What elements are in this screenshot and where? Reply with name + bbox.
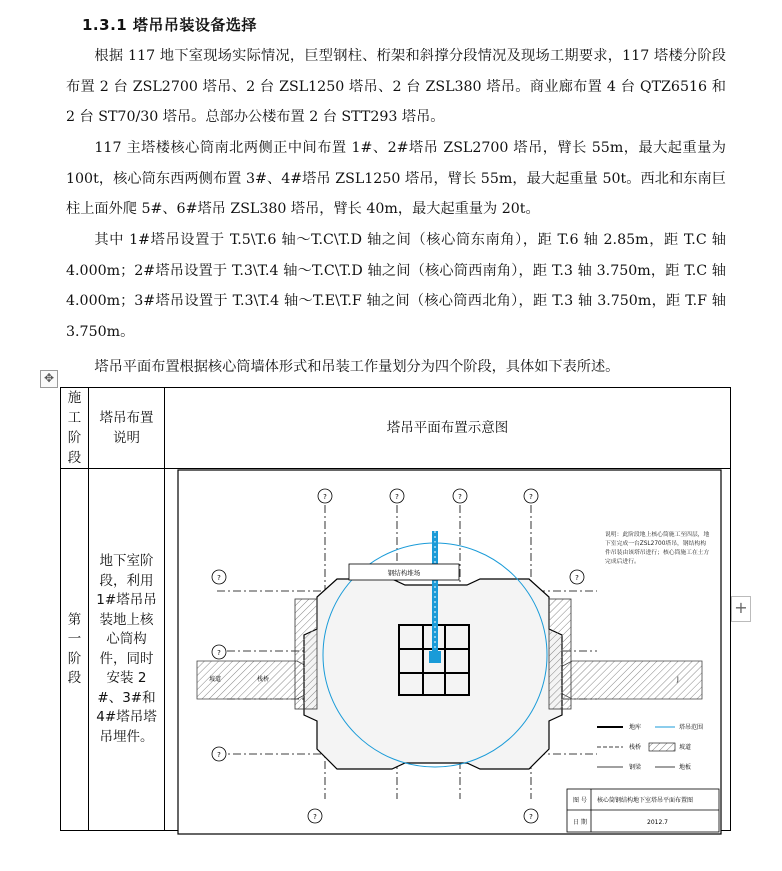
description-cell <box>89 469 165 831</box>
svg-text:?: ? <box>458 493 462 501</box>
svg-text:?: ? <box>529 493 533 501</box>
header-stage <box>61 388 89 469</box>
legend-item-6: 地板 <box>679 764 692 771</box>
ramp-label: 坡道 <box>209 676 222 683</box>
stage-label: 第一阶段 <box>67 611 82 686</box>
section-heading: 1.3.1 塔吊吊装设备选择 <box>82 16 257 34</box>
titleblock-label-date: 日 期 <box>573 819 587 826</box>
description-text: 地下室阶段，利用1#塔吊吊装地上核心筒构件，同时安装 2#、3#和 4#塔吊塔吊埋件。 <box>96 553 157 745</box>
legend-item-1: 地库 <box>629 724 642 731</box>
svg-text:?: ? <box>217 649 221 657</box>
header-stage-label: 施工阶段 <box>67 390 82 466</box>
svg-text:?: ? <box>313 813 317 821</box>
legend-item-4: 坡道 <box>679 744 692 751</box>
paragraph-3: 其中 1#塔吊设置于 T.5\T.6 轴～T.C\T.D 轴之间（核心筒东南角），距 T.6 轴 2.85m，距 T.C 轴 4.000m；2#塔吊设置于 T.3\T.4 轴～T.C\T.D 轴之间（核心筒西南角），距 T.3 轴 3.750m，距 T.C 轴 4.000m；3#塔吊设置于 T.3\T.4 轴～T.E\T.F 轴之间（核心筒西北角），距 T.3 轴 3.750m，距 T.F 轴 3.750m。 <box>66 232 726 340</box>
header-description <box>89 388 165 469</box>
header-diagram <box>165 388 731 469</box>
diagram-cell <box>165 469 731 831</box>
east-trestle <box>557 661 702 699</box>
svg-text:?: ? <box>217 751 221 759</box>
table-header-row <box>61 388 731 469</box>
add-column-icon[interactable]: + <box>731 596 751 622</box>
stage-cell <box>61 469 89 831</box>
legend-item-5: 钢梁 <box>629 764 642 771</box>
header-description-label: 塔吊布置说明 <box>99 410 154 446</box>
svg-text:?: ? <box>217 574 221 582</box>
titleblock-date: 2012.7 <box>647 819 668 826</box>
titleblock-label-drawing: 图 号 <box>573 797 587 804</box>
titleblock-drawing-title: 核心筒钢结构地下室塔吊平面布置图 <box>597 797 694 804</box>
paragraph-2: 117 主塔楼核心筒南北两侧正中间布置 1#、2#塔吊 ZSL2700 塔吊，臂长 55m，最大起重量为 100t，核心筒东西两侧布置 3#、4#塔吊 ZSL1250 塔吊，臂长 55m，最大起重量 50t。西北和东南巨柱上面外爬 5#、6#塔吊 ZSL380 塔吊，臂长 40m，最大起重量为 20t。 <box>66 140 726 217</box>
steel-yard-label: 钢结构堆场 <box>387 569 421 577</box>
crane-layout-drawing <box>177 469 722 835</box>
legend-item-3: 栈桥 <box>629 744 642 751</box>
paragraph-1: 根据 117 地下室现场实际情况，巨型钢柱、桁架和斜撑分段情况及现场工期要求，117 塔楼分阶段布置 2 台 ZSL2700 塔吊、2 台 ZSL1250 塔吊、2 台 ZSL380 塔吊。商业廊布置 4 台 QTZ6516 和 2 台 ST70/30 塔吊。总部办公楼布置 2 台 STT293 塔吊。 <box>66 48 726 125</box>
svg-text:?: ? <box>529 813 533 821</box>
svg-text:?: ? <box>323 493 327 501</box>
svg-text:?: ? <box>575 574 579 582</box>
table-move-handle-icon[interactable]: ✥ <box>40 370 58 388</box>
drawing-note: 说明：此阶段地上核心筒施工至四层，地下室完成一台ZSL2700塔吊，钢结构构件吊装由该塔吊进行；核心筒施工在土方完成后进行。 <box>605 532 710 565</box>
trestle-label: 栈桥 <box>257 676 270 683</box>
trestle-east-label: J <box>677 676 679 683</box>
svg-text:?: ? <box>395 493 399 501</box>
crane-mast <box>429 651 441 663</box>
table-row <box>61 469 731 831</box>
paragraph-4: 塔吊平面布置根据核心筒墙体形式和吊装工作量划分为四个阶段，具体如下表所述。 <box>94 359 620 375</box>
header-diagram-label: 塔吊平面布置示意图 <box>386 420 509 436</box>
legend-item-2: 塔吊范围 <box>679 724 704 731</box>
tower-crane-table <box>60 387 731 831</box>
